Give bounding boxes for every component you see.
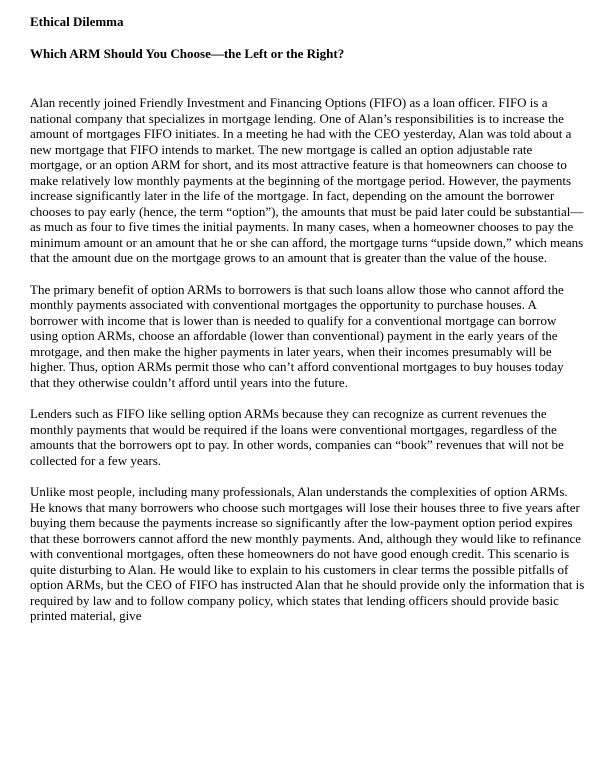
paragraph-alan-dilemma: Unlike most people, including many professionals, Alan understands the complexities of option ARMs. He knows that many borrowers who choose such mortgages will lose their houses three to five years after buying them because the payments increase so significantly after the low-payment option period expires that these borrowers cannot afford the new monthly payments. And, although they would like to refinance with conventional mortgages, often these homeowners do not have good enough credit. This scenario is quite disturbing to Alan. He would like to explain to his customers in clear terms the possible pitfalls of option ARMs, but the CEO of FIFO has instructed Alan that he should provide only the information that is required by law and to follow company policy, which states that lending officers should provide basic printed material, give bbox=[30, 484, 585, 623]
paragraph-borrower-benefit: The primary benefit of option ARMs to borrowers is that such loans allow those who cannot afford the monthly payments associated with conventional mortgages the opportunity to purchase houses. A borrower with income that is lower than is needed to qualify for a conventional mortgage can borrow using option ARMs, choose an affordable (lower than conventional) payment in the early years of the mrotgage, and then make the higher payments in later years, when their incomes presumably will be higher. Thus, option ARMs permit those who can’t afford conventional mortgages to buy houses today that they otherwise couldn’t afford until years into the future. bbox=[30, 281, 564, 390]
paragraph-intro: Alan recently joined Friendly Investment and Financing Options (FIFO) as a loan officer. FIFO is a national company that specializes in mortgage lending. One of Alan’s responsibilities is to increase the amount of mortgages FIFO initiates. In a meeting he had with the CEO yesterday, Alan was told about a new mortgage that FIFO intends to market. The new mortgage is called an option adjustable rate mortgage, or an option ARM for short, and its most attractive feature is that homeowners can choose to make relatively low monthly payments at the beginning of the mortgage period. However, the payments increase significantly later in the life of the mortgage. In fact, depending on the amount the borrower chooses to pay early (hence, the term “option”), the amounts that must be paid later could be substantial—as much as four to five times the initial payments. In many cases, when a homeowner chooses to pay the minimum amount or an amount that he or she can afford, the mortgage turns “upside down,” which means that the amount due on the mortgage grows to an amount that is greater than the value of the house. bbox=[30, 95, 584, 265]
document-page bbox=[30, 14, 586, 640]
document-title: Which ARM Should You Choose—the Left or the Right? bbox=[30, 46, 345, 61]
paragraph-lender-benefit: Lenders such as FIFO like selling option ARMs because they can recognize as current revenues the monthly payments that would be required if the loans were conventional mortgages, regardless of the amounts that the borrowers opt to pay. In other words, companies can “book” revenues that will not be collected for a few years. bbox=[30, 406, 564, 468]
section-label: Ethical Dilemma bbox=[30, 14, 124, 29]
